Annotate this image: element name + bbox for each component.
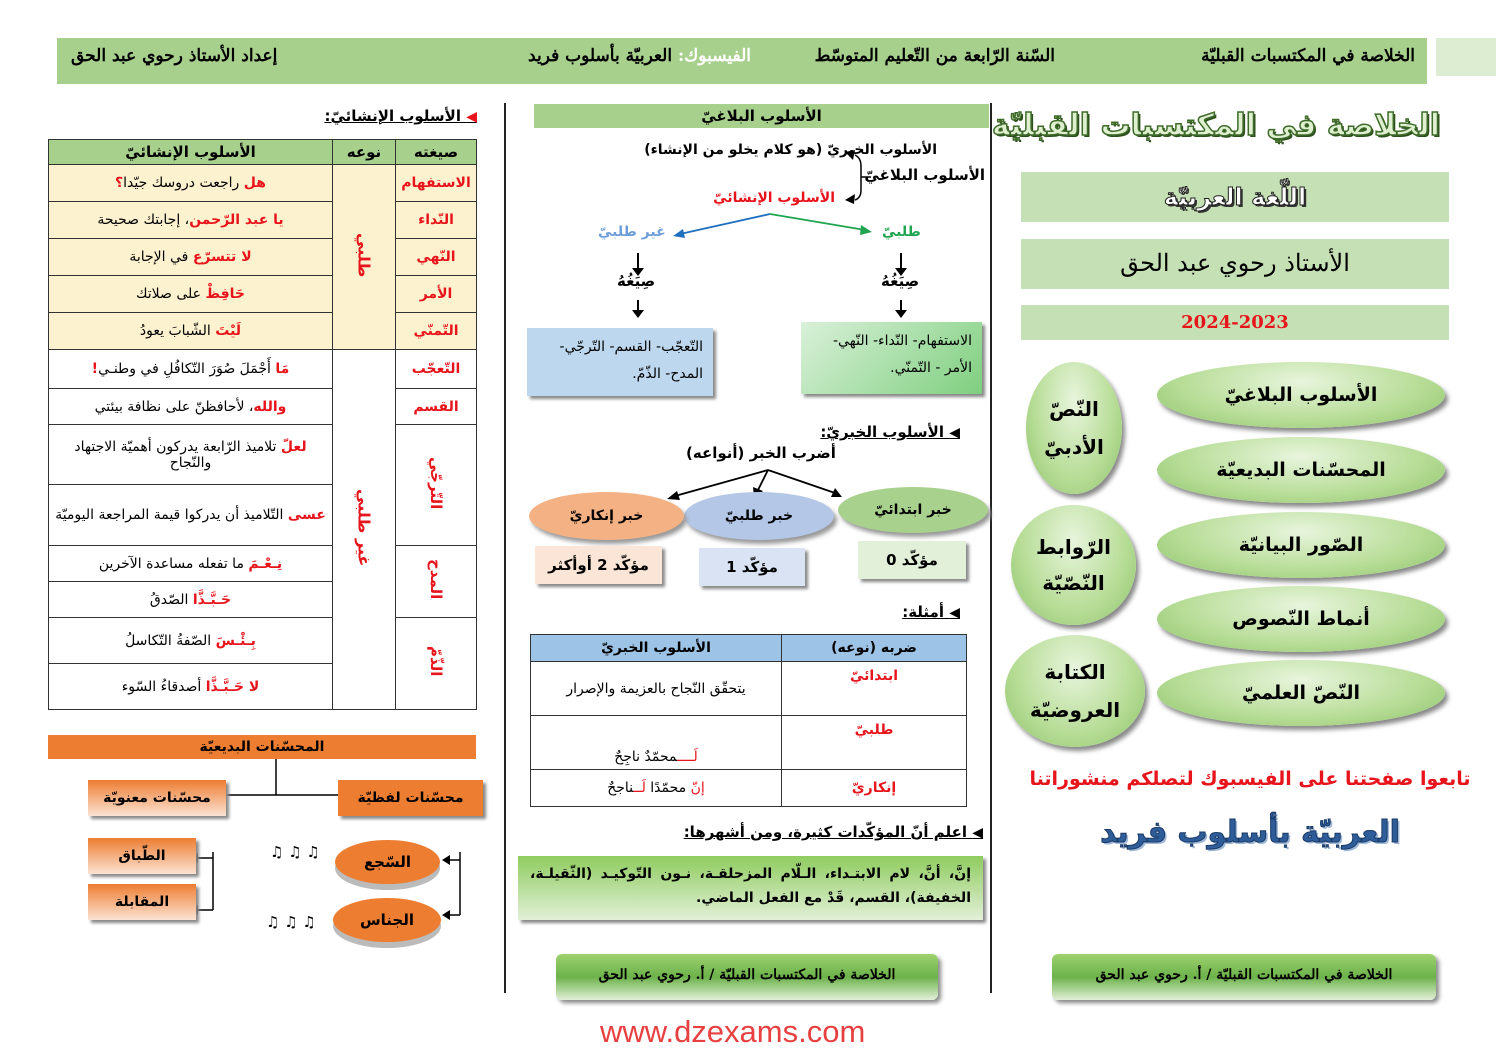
balaghi-root-node: الأسلوب البلاغيّ [864,166,985,184]
header-tab [1436,38,1496,76]
music-notes-icon: ♫ ♫ ♫ [270,843,320,861]
type-cell: طلبيّ [782,716,967,770]
examples-title-text: أمثلة: [902,603,944,621]
muakkidat-title-text: اعلم أنّ المؤكّدات كثيرة، ومن أشهرها: [683,823,967,841]
inshai-node: الأسلوب الإنشائيّ [713,190,835,206]
manawiya-box: محسّنات معنويّة [88,780,226,816]
example-cell: لا حَـبَّـذَّا أصدقاءُ السّوء [49,664,333,710]
footer-label-right: الخلاصة في المكتسبات القبليّة / أ. رحوي عبد الحق [1052,954,1436,1000]
topic-ellipse[interactable]: الصّور البيانيّة [1157,512,1445,578]
example-cell: لا تتسرّع في الإجابة [49,239,333,276]
lafdhiya-box: محسّنات لفظيّة [338,780,483,816]
table-header-row [49,140,477,165]
example-cell: لَــــمحمّدٌ ناجِحٌ [531,716,782,770]
header-author: إعداد الأستاذ رحوي عبد الحق [71,46,278,66]
form-vertical-label: الذّمّ [427,646,445,677]
talabi-forms-box: الاستفهام- النّداء- النّهي- الأمر - التّمنّي. [801,322,982,394]
table-row [49,202,477,239]
form-vertical-label: المدح [427,559,445,600]
talabi-emphasis-box: مؤكّد 1 [699,548,805,586]
example-cell: بِـئْـسَ الصّفةُ التّكاسلُ [49,618,333,664]
form-cell: التّعجّب [396,350,477,389]
example-cell: مَا أَجْمَلَ صُوَرَ التّكافُلِ في وطنـي! [49,350,333,389]
topic-ellipse[interactable]: النّصّ العلميّ [1157,660,1445,726]
header-title: الخلاصة في المكتسبات القبليّة [1201,46,1415,66]
topic-ellipse[interactable]: الأسلوب البلاغيّ [1157,362,1445,428]
col-header-type: ضربه (نوعه) [782,635,967,662]
form-cell [396,425,477,546]
table-row [49,618,477,664]
example-cell: لَيْتَ الشّبابَ يعودُ [49,313,333,350]
example-cell: إنّ محمّدًا لَــناجحٌ [531,770,782,807]
form-cell: النّداء [396,202,477,239]
inkari-emphasis-box: مؤكّد 2 أوأكثر [535,546,662,584]
year-bar: 2024-2023 [1021,305,1449,340]
table-row [49,276,477,313]
form-cell: التّمنّي [396,313,477,350]
example-cell: هل راجعت دروسك جيّدا؟ [49,165,333,202]
tibaq-box: الطّباق [88,838,196,874]
col-header-form: صيغته [396,140,477,165]
triangle-bullet-icon: ◀ [972,825,983,841]
insha-section-title [324,107,477,125]
muakkidat-box: إنَّ، أنَّ، لام الابتـداء، الـلّام المزحلقـة، نـون التّوكيـد (الثّقيلـة، الخفيفة)، القسم، قَدْ مع الفعل الماضي. [518,856,983,920]
form-cell: الأمر [396,276,477,313]
form-cell [396,546,477,618]
ibtidai-emphasis-box: مؤكّد 0 [858,541,966,579]
example-cell: يا عبد الرّحمن، إجابتك صحيحة [49,202,333,239]
group-ellipse[interactable]: الكتابة العروضيّة [1005,635,1145,747]
music-notes-icon: ♫ ♫ ♫ [266,913,316,931]
talabi-node: طلبيّ [882,224,921,240]
col-header-type: نوعه [333,140,396,165]
khabar-types-title: أضرب الخبر (أنواعه) [686,444,836,462]
form-cell: القسم [396,389,477,425]
jinas-ellipse: الجناس [333,898,441,942]
form-vertical-label: التّرجّي [427,456,445,510]
muqabala-box: المقابلة [88,884,196,920]
example-cell: والله، لأحافظنّ على نظافة بيئتي [49,389,333,425]
ghayr-talabi-vertical-label: غير طلبي [354,488,374,567]
type-cell-ghayr-talabi [333,350,396,710]
form-cell: النّهي [396,239,477,276]
example-cell: حَـبَّـذَّا الصّدقُ [49,582,333,618]
brand-logo-text: العربيّة بأسلوب فريد [1100,815,1400,850]
khabar-title-text: الأسلوب الخبريّ: [820,423,944,441]
khabar-section-title [820,423,960,441]
saj-ellipse: السّجع [335,840,440,884]
example-cell: يتحقّق النّجاح بالعزيمة والإصرار [531,662,782,716]
table-row [49,546,477,582]
khabari-node: الأسلوب الخبريّ (هو كلام يخلو من الإنشاء) [644,142,937,158]
balaghi-tree-connectors [515,130,995,330]
khabar-ibtidai-ellipse: خبر ابتدائيّ [838,487,988,533]
teacher-bar: الأستاذ رحوي عبد الحق [1021,239,1449,289]
balaghi-title-bar: الأسلوب البلاغيّ [534,104,989,128]
table-row [49,165,477,202]
table-row [49,239,477,276]
table-row [531,716,967,770]
table-row [531,770,967,807]
sigha-label: صِيَغُهُ [617,272,656,290]
header-facebook [528,46,751,66]
example-cell: حَافِظْ على صلاتك [49,276,333,313]
example-cell: عسى التّلاميذ أن يدركوا قيمة المراجعة اليوميّة [49,485,333,546]
sigha-label: صِيَغُهُ [881,272,920,290]
ghayr-talabi-forms-box: التّعجّب- القسم- التّرجّي- المدح- الذّمّ. [527,328,713,396]
insha-title-text: الأسلوب الإنشائيّ: [324,107,461,125]
follow-text: تابعوا صفحتنا على الفيسبوك لتصلكم منشوراتنا [1029,768,1471,790]
cover-title: الخلاصة في المكتسبات القبليّة [991,108,1440,143]
insha-table [48,139,477,710]
header-band [57,38,1427,84]
example-cell: لعلّ تلاميذ الرّابعة يدركون أهميّة الاجتهاد والنّجاح [49,425,333,485]
talabi-vertical-label: طلبي [354,232,374,278]
table-row [49,389,477,425]
group-ellipse[interactable]: النّصّ الأدبيّ [1026,362,1122,494]
table-row [531,662,967,716]
form-cell [396,618,477,710]
examples-section-title [902,603,960,621]
examples-table [530,634,967,807]
type-cell-talabi [333,165,396,350]
ghayr-talabi-node: غير طلبيّ [598,224,666,240]
col-header-khabari: الأسلوب الخبريّ [531,635,782,662]
triangle-bullet-icon: ◀ [949,605,960,621]
muakkidat-section-title [684,823,983,841]
topic-ellipse[interactable]: المحسّنات البديعيّة [1157,437,1445,503]
triangle-bullet-icon: ◀ [466,109,477,125]
topic-ellipse[interactable]: أنماط النّصوص [1157,586,1445,652]
website-link[interactable]: www.dzexams.com [600,1014,866,1049]
table-row [49,425,477,485]
form-cell: الاستفهام [396,165,477,202]
col-header-style: الأسلوب الإنشائيّ [49,140,333,165]
badi-title-bar: المحسّنات البديعيّة [48,735,476,759]
group-ellipse[interactable]: الرّوابط النّصّيّة [1011,505,1136,625]
table-row [49,350,477,389]
column-divider [504,103,506,993]
example-cell: نِـعْـمَ ما تفعله مساعدة الآخرين [49,546,333,582]
type-cell: ابتدائيّ [782,662,967,716]
subject-bar: اللّغة العربيّة [1021,172,1449,222]
footer-label-middle: الخلاصة في المكتسبات القبليّة / أ. رحوي عبد الحق [556,954,938,1000]
table-header-row [531,635,967,662]
facebook-page: العربيّة بأسلوب فريد [528,46,673,66]
facebook-label: الفيسبوك: [678,46,751,66]
type-cell: إنكاريّ [782,770,967,807]
khabar-talabi-ellipse: خبر طلبيّ [684,492,834,540]
khabar-inkari-ellipse: خبر إنكاريّ [529,492,684,540]
table-row [49,313,477,350]
triangle-bullet-icon: ◀ [949,425,960,441]
header-level: السّنة الرّابعة من التّعليم المتوسّط [814,46,1055,66]
